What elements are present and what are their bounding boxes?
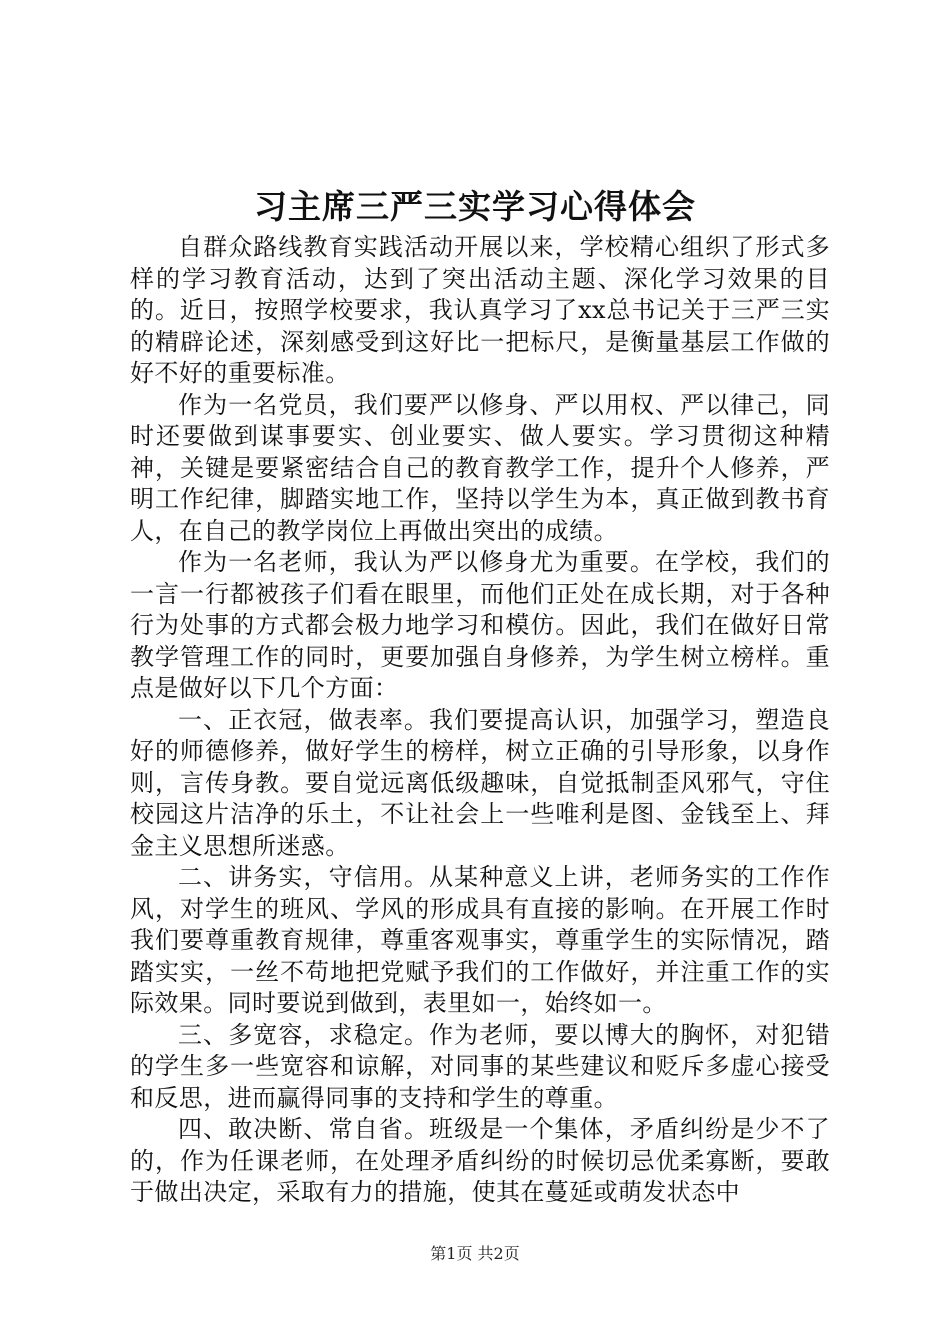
document-title: 习主席三严三实学习心得体会: [254, 187, 696, 226]
document-body: [130, 232, 830, 1209]
paragraph: 三、多宽容，求稳定。作为老师，要以博大的胸怀，对犯错的学生多一些宽容和谅解，对同事的某些建议和贬斥多虚心接受和反思，进而赢得同事的支持和学生的尊重。: [130, 1020, 830, 1112]
page-number-footer: 第1页 共2页: [430, 1244, 520, 1263]
paragraph: 作为一名老师，我认为严以修身尤为重要。在学校，我们的一言一行都被孩子们看在眼里，而他们正处在成长期，对于各种行为处事的方式都会极力地学习和模仿。因此，我们在做好日常教学管理工作的同时，更要加强自身修养，为学生树立榜样。重点是做好以下几个方面：: [130, 548, 830, 702]
paragraph: 二、讲务实，守信用。从某种意义上讲，老师务实的工作作风，对学生的班风、学风的形成具有直接的影响。在开展工作时我们要尊重教育规律，尊重客观事实，尊重学生的实际情况，踏踏实实，一丝不苟地把党赋予我们的工作做好，并注重工作的实际效果。同时要说到做到，表里如一，始终如一。: [130, 863, 830, 1017]
paragraph: 作为一名党员，我们要严以修身、严以用权、严以律己，同时还要做到谋事要实、创业要实、做人要实。学习贯彻这种精神，关键是要紧密结合自己的教育教学工作，提升个人修养，严明工作纪律，脚踏实地工作，坚持以学生为本，真正做到教书育人，在自己的教学岗位上再做出突出的成绩。: [130, 390, 830, 545]
paragraph: 四、敢决断、常自省。班级是一个集体，矛盾纠纷是少不了的，作为任课老师，在处理矛盾纠纷的时候切忌优柔寡断，要敢于做出决定，采取有力的措施，使其在蔓延或萌发状态中: [130, 1115, 830, 1206]
paragraph: 一、正衣冠，做表率。我们要提高认识，加强学习，塑造良好的师德修养，做好学生的榜样，树立正确的引导形象，以身作则，言传身教。要自觉远离低级趣味，自觉抵制歪风邪气，守住校园这片洁净的乐土，不让社会上一些唯利是图、金钱至上、拜金主义思想所迷惑。: [130, 705, 830, 860]
paragraph: 自群众路线教育实践活动开展以来，学校精心组织了形式多样的学习教育活动，达到了突出活动主题、深化学习效果的目的。近日，按照学校要求，我认真学习了xx总书记关于三严三实的精辟论述，深刻感受到这好比一把标尺，是衡量基层工作做的好不好的重要标准。: [130, 233, 830, 387]
